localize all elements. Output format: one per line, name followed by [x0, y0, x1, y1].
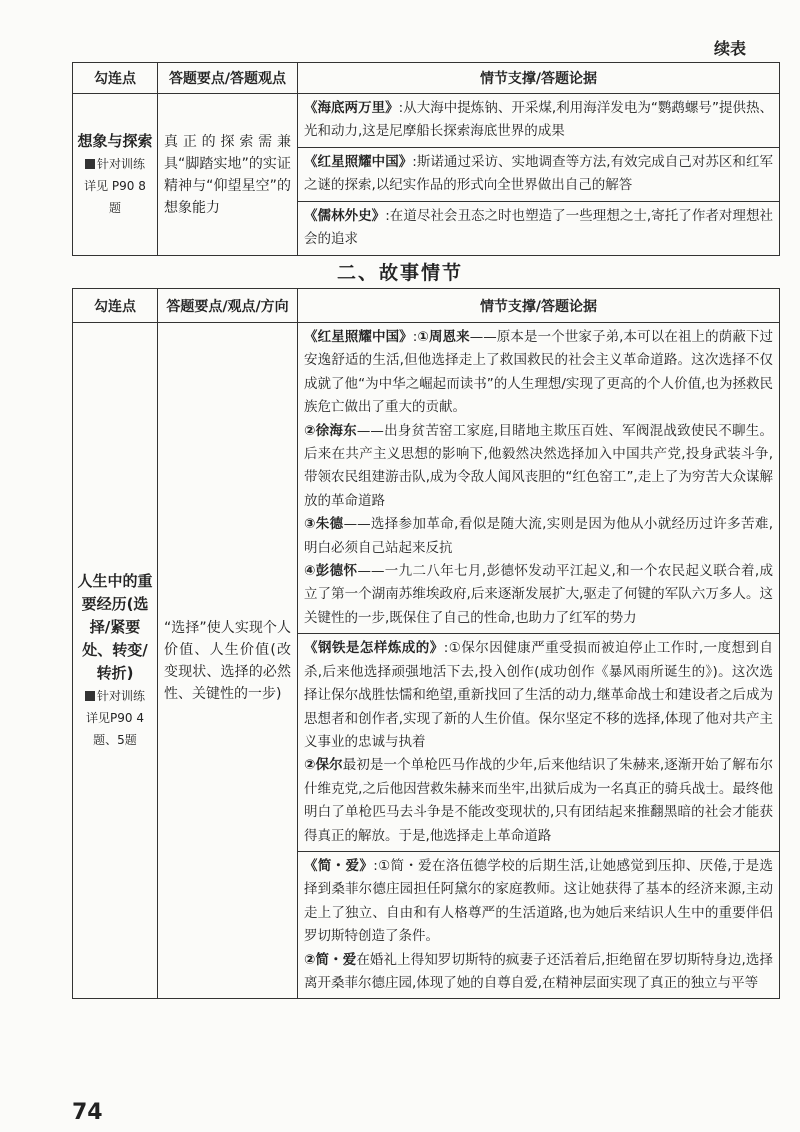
person-name: ②徐海东	[304, 422, 357, 439]
book-title: 《钢铁是怎样炼成的》	[304, 640, 444, 657]
practice-ref-detail: 详见P90 4题、5题	[86, 711, 144, 748]
continued-label: 续表	[714, 39, 747, 58]
header-evidence: 情节支撑/答题论据	[298, 63, 780, 94]
header-evidence: 情节支撑/答题论据	[298, 289, 780, 323]
evidence-text: 最初是一个单枪匹马作战的少年,后来他结识了朱赫来,逐渐开始了解布尔什维克党,之后他因营救朱赫来而坐牢,出狱后成为一名真正的骑兵战士。最终他明白了单枪匹马去斗争是不能改变现状的,只有团结起来推翻黑暗的社会才能获得真正的解放。于是,他选择走上革命道路	[304, 757, 773, 844]
book-title: 《简・爱》	[304, 857, 374, 874]
person-name: ③朱德	[304, 516, 344, 533]
evidence-text: ——选择参加革命,看似是随大流,实则是因为他从小就经历过许多苦难,明白必须自己站起来反抗	[304, 516, 774, 556]
person-name: ④彭德怀	[304, 563, 358, 580]
table-header-row	[73, 63, 780, 94]
table-imagination	[72, 62, 780, 256]
evidence-text: ——出身贫苦窑工家庭,目睹地主欺压百姓、军阀混战致使民不聊生。后来在共产主义思想的影响下,他毅然决然选择加入中国共产党,投身武装斗争,带领农民组建游击队,成为令敌人闻风丧胆的“红色窑工”,走上了为穷苦大众谋解放的革命道路	[304, 422, 773, 509]
evidence-text: :①简・爱在洛伍德学校的后期生活,让她感觉到压抑、厌倦,于是选择到桑菲尔德庄园担任阿黛尔的家庭教师。这让她获得了基本的经济来源,主动走上了独立、自由和有人格尊严的生活道路,也为她后来结识人生中的重要伴侣罗切斯特创造了条件。	[304, 857, 774, 945]
book-title: 《儒林外史》	[304, 208, 386, 224]
table-header-row	[73, 289, 780, 323]
evidence-text: :从大海中提炼钠、开采煤,利用海洋发电为“鹦鹉螺号”提供热、光和动力,这是尼摩船长探索海底世界的成果	[304, 100, 774, 140]
evidence-cell: 《红星照耀中国》:①周恩来——原本是一个世家子弟,本可以在祖上的荫蔽下过安逸舒适的生活,但他选择走上了救国救民的社会主义革命道路。这次选择不仅成就了他“为中华之崛起而读书”的人生理想/实现了更高的个人价值,也为拯救民族危亡做出了重大的贡献。 ②徐海东——出身贫苦窑工家庭,目睹地主欺压百姓、军阀混战致使民不聊生。后来在共产主义思想的影响下,他毅然决然选择加入中国共产党,投身武装斗争,带领农民组建游击队,成为令敌人闻风丧胆的“红色窑工”,走上了为穷苦大众谋解放的革命道路 ③朱德——选择参加革命,看似是随大流,实则是因为他从小就经历过许多苦难,明白必须自己站起来反抗 ④彭德怀——一九二八年七月,彭德怀发动平江起义,和一个农民起义联合着,成立了第一个湖南苏维埃政府,后来逐渐发展扩大,驱走了何键的军队六万多人。这关键性的一步,既保住了自己的性命,也助力了红军的势力	[298, 323, 780, 634]
header-answer-point: 答题要点/答题观点	[158, 63, 298, 94]
evidence-text: :在道尽社会丑态之时也塑造了一些理想之士,寄托了作者对理想社会的追求	[304, 208, 773, 248]
evidence-cell	[298, 202, 780, 256]
book-title: 《红星照耀中国》	[304, 154, 413, 170]
section-title: 二、故事情节	[336, 262, 463, 284]
answer-point-cell: “选择”使人实现个人价值、人生价值(改变现状、选择的必然性、关键性的一步)	[158, 323, 298, 999]
link-point-cell	[73, 323, 158, 999]
evidence-text: ——原本是一个世家子弟,本可以在祖上的荫蔽下过安逸舒适的生活,但他选择走上了救国救民的社会主义革命道路。这次选择不仅成就了他“为中华之崛起而读书”的人生理想/实现了更高的个人价值,也为拯救民族危亡做出了重大的贡献。	[304, 329, 774, 416]
link-point-cell	[73, 94, 158, 256]
link-point-title: 想象与探索	[77, 132, 153, 150]
book-title: 《红星照耀中国》	[304, 329, 413, 345]
evidence-cell	[298, 851, 780, 998]
evidence-text: :①保尔因健康严重受损而被迫停止工作时,一度想到自杀,后来他选择顽强地活下去,投入创作(成功创作《暴风雨所诞生的》)。这次选择让保尔战胜怯懦和绝望,重新找回了生活的动力,继革命战士和建设者之后成为思想者和创作者,实现了新的人生价值。保尔坚定不移的选择,体现了他对共产主义事业的忠诚与执着	[304, 640, 774, 750]
evidence-text: :斯诺通过采访、实地调查等方法,有效完成自己对苏区和红军之谜的探索,以纪实作品的形式向全世界做出自己的解答	[304, 154, 773, 194]
table-story-plot	[72, 288, 780, 999]
header-answer-point: 答题要点/观点/方向	[158, 289, 298, 323]
evidence-cell	[298, 94, 780, 148]
practice-ref-label: 针对训练	[96, 689, 145, 704]
table-row	[73, 323, 780, 634]
evidence-cell	[298, 634, 780, 852]
evidence-cell	[298, 148, 780, 202]
person-name: ②保尔	[304, 757, 343, 774]
evidence-text: 在婚礼上得知罗切斯特的疯妻子还活着后,拒绝留在罗切斯特身边,选择离开桑菲尔德庄园,体现了她的自尊自爱,在精神层面实现了真正的独立与平等	[304, 951, 773, 991]
person-name: ①周恩来	[417, 329, 470, 345]
practice-ref-detail: 详见 P90 8 题	[84, 179, 146, 215]
header-link-point: 勾连点	[73, 289, 158, 323]
answer-point-cell: 真正的探索需兼具“脚踏实地”的实证精神与“仰望星空”的想象能力	[158, 94, 298, 256]
practice-ref-icon	[85, 159, 95, 169]
page-number: 74	[72, 1100, 103, 1125]
practice-ref-icon	[85, 691, 95, 701]
evidence-text: ——一九二八年七月,彭德怀发动平江起义,和一个农民起义联合着,成立了第一个湖南苏维埃政府,后来逐渐发展扩大,驱走了何键的军队六万多人。这关键性的一步,既保住了自己的性命,也助力了红军的势力	[304, 563, 774, 626]
table-row	[73, 94, 780, 148]
header-link-point: 勾连点	[73, 63, 158, 94]
practice-ref-label: 针对训练	[96, 157, 145, 171]
person-name: ②简・爱	[304, 951, 357, 968]
book-title: 《海底两万里》	[304, 100, 399, 116]
link-point-title: 人生中的重要经历(选择/紧要处、转变/转折)	[77, 572, 153, 683]
